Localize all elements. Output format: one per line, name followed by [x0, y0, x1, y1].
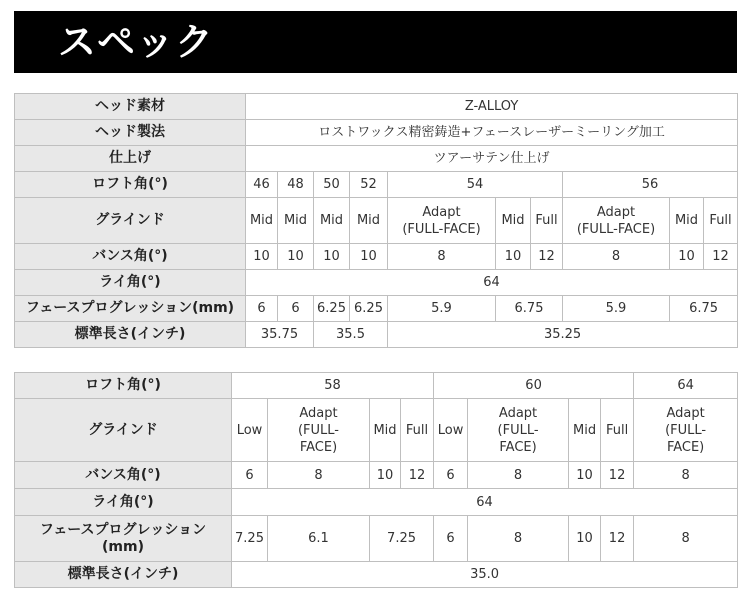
- cell-value: 8: [388, 244, 496, 270]
- cell-value: 54: [388, 172, 563, 198]
- spec-table-1: [14, 93, 738, 348]
- cell-value: Mid: [569, 399, 601, 462]
- row-loft: [15, 172, 738, 198]
- cell-value: 64: [232, 489, 738, 516]
- row-label: ライ角(°): [15, 489, 232, 516]
- cell-value: Low: [434, 399, 468, 462]
- cell-value: 48: [278, 172, 314, 198]
- cell-value: Full: [601, 399, 634, 462]
- cell-value: 56: [563, 172, 738, 198]
- cell-value: 10: [670, 244, 704, 270]
- cell-value: Mid: [670, 198, 704, 244]
- row-head-manufacturing: [15, 120, 738, 146]
- cell-value: ツアーサテン仕上げ: [246, 146, 738, 172]
- cell-value: 10: [569, 462, 601, 489]
- row-label: フェースプログレッション(mm): [15, 296, 246, 322]
- cell-value: 6.25: [350, 296, 388, 322]
- cell-value: 6.75: [496, 296, 563, 322]
- cell-value: 5.9: [563, 296, 670, 322]
- cell-value: 8: [563, 244, 670, 270]
- row-label: バンス角(°): [15, 244, 246, 270]
- row-label: グラインド: [15, 198, 246, 244]
- row-length: [15, 322, 738, 348]
- cell-value: Low: [232, 399, 268, 462]
- row-finish: [15, 146, 738, 172]
- cell-value: 6: [434, 516, 468, 562]
- cell-value: 10: [569, 516, 601, 562]
- cell-value: 6.25: [314, 296, 350, 322]
- cell-value: 64: [634, 373, 738, 399]
- cell-value: Mid: [496, 198, 531, 244]
- row-grind: [15, 198, 738, 244]
- row-face-progression: [15, 296, 738, 322]
- cell-value: 6: [232, 462, 268, 489]
- cell-value: 5.9: [388, 296, 496, 322]
- cell-value: 12: [601, 516, 634, 562]
- cell-value: Mid: [246, 198, 278, 244]
- row-label: バンス角(°): [15, 462, 232, 489]
- cell-value: 12: [531, 244, 563, 270]
- cell-value: 10: [278, 244, 314, 270]
- row-label: フェースプログレッション (mm): [15, 516, 232, 562]
- row-label: ヘッド素材: [15, 94, 246, 120]
- cell-value: ロストワックス精密鋳造+フェースレーザーミーリング加工: [246, 120, 738, 146]
- cell-value: 60: [434, 373, 634, 399]
- row-lie: [15, 489, 738, 516]
- row-head-material: [15, 94, 738, 120]
- cell-value: 8: [268, 462, 370, 489]
- cell-value: Adapt (FULL-FACE): [388, 198, 496, 244]
- row-label: ヘッド製法: [15, 120, 246, 146]
- cell-value: 35.0: [232, 562, 738, 588]
- cell-value: 12: [601, 462, 634, 489]
- cell-value: 10: [370, 462, 401, 489]
- cell-value: Mid: [350, 198, 388, 244]
- cell-value: 10: [350, 244, 388, 270]
- cell-value: 10: [246, 244, 278, 270]
- cell-value: 46: [246, 172, 278, 198]
- cell-value: Adapt (FULL-FACE): [563, 198, 670, 244]
- cell-value: Adapt (FULL- FACE): [634, 399, 738, 462]
- cell-value: Z-ALLOY: [246, 94, 738, 120]
- cell-value: 6: [434, 462, 468, 489]
- cell-value: 7.25: [370, 516, 434, 562]
- cell-value: Full: [531, 198, 563, 244]
- cell-value: Adapt (FULL- FACE): [268, 399, 370, 462]
- cell-value: 35.75: [246, 322, 314, 348]
- cell-value: 10: [496, 244, 531, 270]
- row-loft: [15, 373, 738, 399]
- cell-value: 6: [278, 296, 314, 322]
- row-label: 標準長さ(インチ): [15, 562, 232, 588]
- cell-value: 50: [314, 172, 350, 198]
- row-face-progression: [15, 516, 738, 562]
- cell-value: Mid: [314, 198, 350, 244]
- cell-value: 12: [704, 244, 738, 270]
- cell-value: 35.25: [388, 322, 738, 348]
- cell-value: 8: [468, 462, 569, 489]
- cell-value: Mid: [278, 198, 314, 244]
- row-grind: [15, 399, 738, 462]
- cell-value: 35.5: [314, 322, 388, 348]
- cell-value: 6.75: [670, 296, 738, 322]
- spec-table-2: [14, 372, 738, 588]
- cell-value: 8: [634, 462, 738, 489]
- row-label: ロフト角(°): [15, 373, 232, 399]
- cell-value: 7.25: [232, 516, 268, 562]
- row-bounce: [15, 244, 738, 270]
- row-label: 標準長さ(インチ): [15, 322, 246, 348]
- row-lie: [15, 270, 738, 296]
- row-label: ライ角(°): [15, 270, 246, 296]
- cell-value: Full: [704, 198, 738, 244]
- spec-header-banner: [14, 11, 737, 73]
- cell-value: 64: [246, 270, 738, 296]
- page-title: スペック: [58, 20, 215, 64]
- cell-value: Adapt (FULL- FACE): [468, 399, 569, 462]
- cell-value: 52: [350, 172, 388, 198]
- cell-value: 12: [401, 462, 434, 489]
- row-label: 仕上げ: [15, 146, 246, 172]
- cell-value: 8: [634, 516, 738, 562]
- row-bounce: [15, 462, 738, 489]
- cell-value: 6.1: [268, 516, 370, 562]
- cell-value: 8: [468, 516, 569, 562]
- row-length: [15, 562, 738, 588]
- cell-value: 58: [232, 373, 434, 399]
- cell-value: Mid: [370, 399, 401, 462]
- cell-value: 10: [314, 244, 350, 270]
- cell-value: 6: [246, 296, 278, 322]
- row-label: グラインド: [15, 399, 232, 462]
- row-label: ロフト角(°): [15, 172, 246, 198]
- cell-value: Full: [401, 399, 434, 462]
